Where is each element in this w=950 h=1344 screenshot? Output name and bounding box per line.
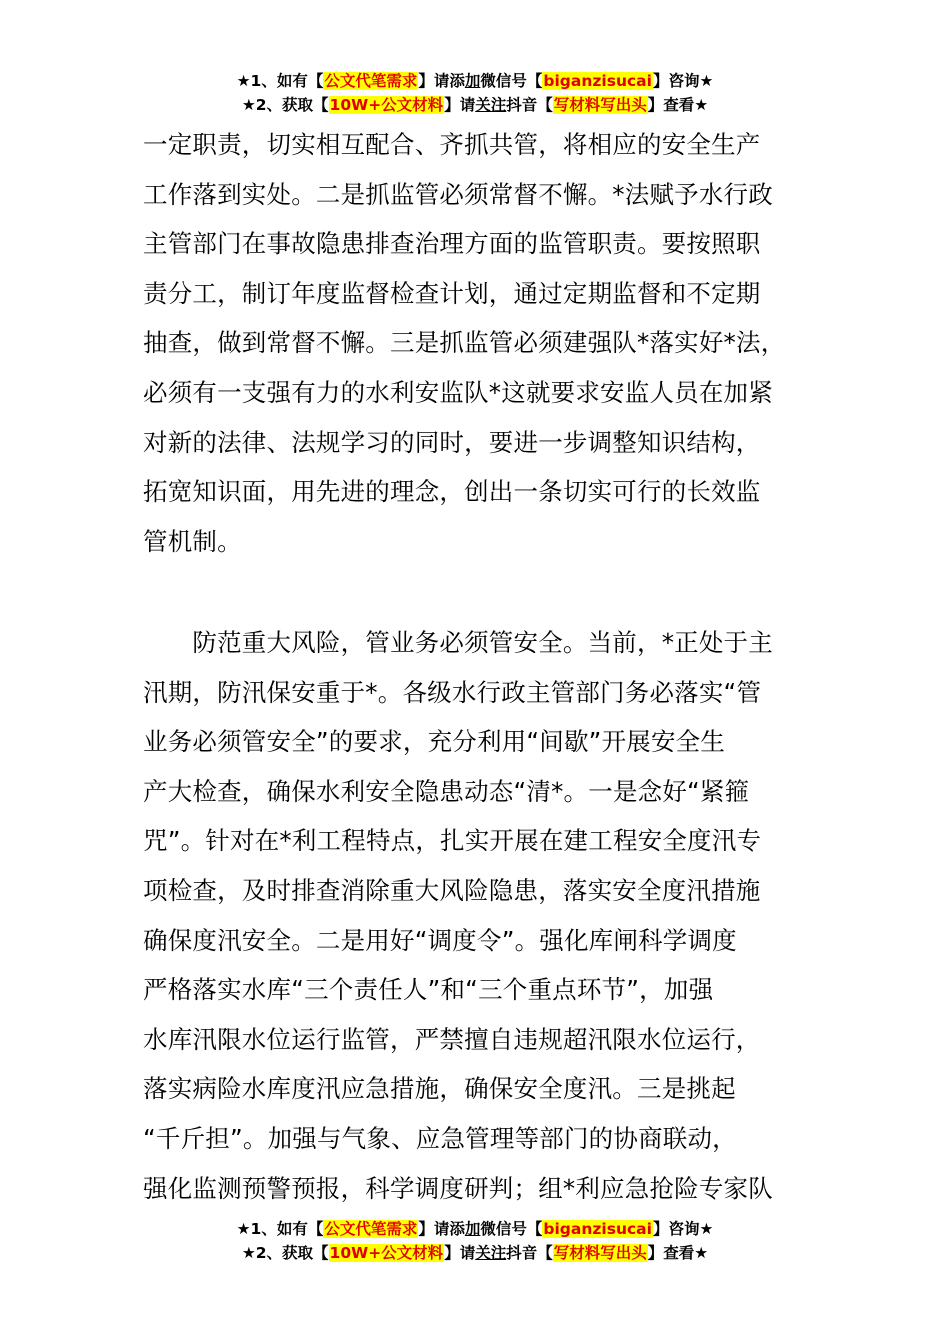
banner-line-2 bbox=[0, 1241, 950, 1265]
banner-text: ★2、获取【 bbox=[241, 96, 329, 114]
banner-line-2 bbox=[0, 93, 950, 117]
text-line: 对新的法律、法规学习的同时，要进一步调整知识结构， bbox=[143, 427, 761, 457]
text-line: 防范重大风险，管业务必须管安全。当前，*正处于主 bbox=[143, 628, 773, 657]
banner-text: ★1、如有【 bbox=[236, 1220, 324, 1238]
text-line: 项检查，及时排查消除重大风险隐患，落实安全度汛措施 bbox=[143, 875, 761, 905]
banner-text: 抖音【 bbox=[506, 1244, 553, 1262]
text-line: 一定职责，切实相互配合、齐抓共管，将相应的安全生产 bbox=[143, 130, 761, 159]
text-line: 确保度汛安全。二是用好“调度令”。强化库闸科学调度 bbox=[143, 925, 737, 955]
underlined-text: 加 bbox=[464, 72, 481, 90]
banner-text: ★1、如有【 bbox=[236, 72, 324, 90]
underlined-text: 加 bbox=[464, 1220, 481, 1238]
banner-text: 】请添 bbox=[418, 72, 465, 90]
banner-text: 】查看★ bbox=[647, 96, 709, 114]
banner-text: 微信号【 bbox=[480, 72, 543, 90]
text-line: “千斤担”。加强与气象、应急管理等部门的协商联动， bbox=[143, 1123, 737, 1153]
text-line: 拓宽知识面，用先进的理念，创出一条切实可行的长效监 bbox=[143, 477, 761, 507]
banner-text: 】请 bbox=[444, 96, 476, 114]
banner-text: 】咨询★ bbox=[652, 72, 714, 90]
text-line: 业务必须管安全”的要求，充分利用“间歇”开展安全生 bbox=[143, 727, 726, 757]
text-line: 必须有一支强有力的水利安监队*这就要求安监人员在加紧 bbox=[143, 377, 773, 407]
paragraph-2 bbox=[143, 618, 833, 1213]
text-line: 主管部门在事故隐患排查治理方面的监管职责。要按照职 bbox=[143, 229, 761, 259]
underlined-text: 关注 bbox=[475, 96, 507, 114]
banner-line-1 bbox=[0, 69, 950, 93]
text-line: 产大检查，确保水利安全隐患动态“清*。一是念好“紧箍 bbox=[143, 776, 750, 806]
text-line: 严格落实水库“三个责任人”和“三个重点环节”，加强 bbox=[143, 975, 714, 1005]
banner-line-1 bbox=[0, 1217, 950, 1241]
paragraph-1 bbox=[143, 120, 833, 566]
text-line: 管机制。 bbox=[143, 526, 242, 556]
douyin-account: 写材料写出头 bbox=[553, 1244, 647, 1262]
banner-text: ★2、获取【 bbox=[241, 1244, 329, 1262]
underlined-text: 关注 bbox=[475, 1244, 507, 1262]
text-line: 强化监测预警预报，科学调度研判；组*利应急抢险专家队 bbox=[143, 1173, 773, 1203]
banner-text: 】请 bbox=[444, 1244, 476, 1262]
banner-text: 】查看★ bbox=[647, 1244, 709, 1262]
wechat-id: biganzisucai bbox=[543, 72, 652, 90]
text-line: 咒”。针对在*利工程特点，扎实开展在建工程安全度汛专 bbox=[143, 826, 762, 856]
banner-text: 】咨询★ bbox=[652, 1220, 714, 1238]
banner-text: 微信号【 bbox=[480, 1220, 543, 1238]
text-line: 责分工，制订年度监督检查计划，通过定期监督和不定期 bbox=[143, 278, 761, 308]
promo-banner-top bbox=[0, 69, 950, 117]
highlighted-text: 公文代笔需求 bbox=[324, 1220, 418, 1238]
highlighted-text: 10W+公文材料 bbox=[329, 96, 444, 114]
wechat-id: biganzisucai bbox=[543, 1220, 652, 1238]
text-line: 抽查，做到常督不懈。三是抓监管必须建强队*落实好*法， bbox=[143, 328, 786, 358]
banner-text: 抖音【 bbox=[506, 96, 553, 114]
promo-banner-bottom bbox=[0, 1217, 950, 1265]
highlighted-text: 公文代笔需求 bbox=[324, 72, 418, 90]
text-line: 工作落到实处。二是抓监管必须常督不懈。*法赋予水行政 bbox=[143, 179, 773, 209]
highlighted-text: 10W+公文材料 bbox=[329, 1244, 444, 1262]
text-line: 落实病险水库度汛应急措施，确保安全度汛。三是挑起 bbox=[143, 1074, 736, 1104]
text-line: 汛期，防汛保安重于*。各级水行政主管部门务必落实“管 bbox=[143, 677, 762, 707]
banner-text: 】请添 bbox=[418, 1220, 465, 1238]
douyin-account: 写材料写出头 bbox=[553, 96, 647, 114]
text-line: 水库汛限水位运行监管，严禁擅自违规超汛限水位运行， bbox=[143, 1024, 761, 1054]
